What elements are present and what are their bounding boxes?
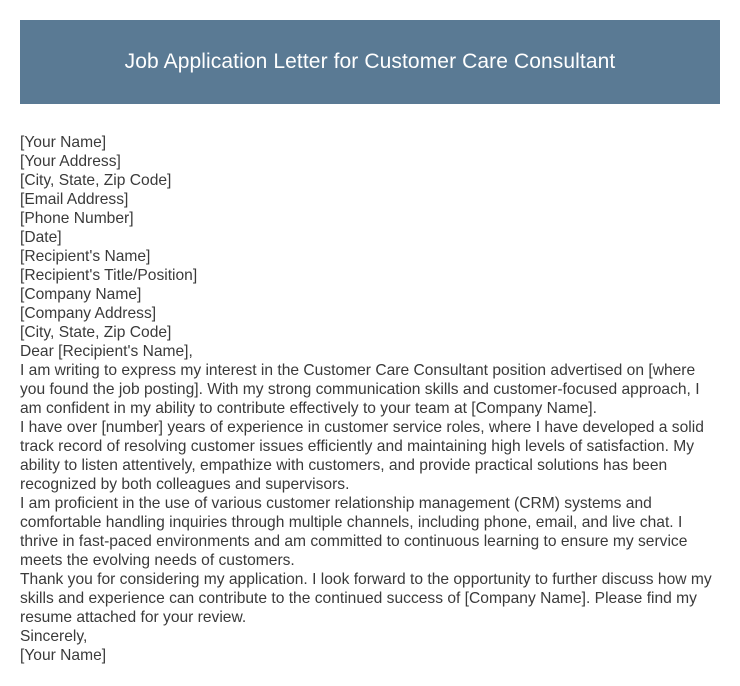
body-paragraph-1: I am writing to express my interest in the Customer Care Consultant position advertised on [where you found the job posting]. With my strong communication skills and customer-focused approach, I am confident in my ability to contribute effectively to your team at [Company Name]. bbox=[20, 362, 700, 417]
letter-date: [Date] bbox=[20, 229, 62, 246]
salutation: Dear [Recipient's Name], bbox=[20, 343, 193, 360]
signature: [Your Name] bbox=[20, 647, 107, 664]
recipient-company: [Company Name] bbox=[20, 286, 142, 303]
letter-body bbox=[20, 133, 724, 665]
sender-phone: [Phone Number] bbox=[20, 210, 134, 227]
body-paragraph-3: I am proficient in the use of various customer relationship management (CRM) systems and comfortable handling inquiries through multiple channels, including phone, email, and live chat. I thrive in fast-paced environments and am committed to continuous learning to ensure my service meets the evolving needs of customers. bbox=[20, 495, 688, 569]
sender-email: [Email Address] bbox=[20, 191, 129, 208]
sender-name: [Your Name] bbox=[20, 134, 107, 151]
closing: Sincerely, bbox=[20, 628, 88, 645]
recipient-name: [Recipient's Name] bbox=[20, 248, 151, 265]
sender-address: [Your Address] bbox=[20, 153, 121, 170]
recipient-title: [Recipient's Title/Position] bbox=[20, 267, 198, 284]
document-title: Job Application Letter for Customer Care Consultant bbox=[124, 50, 616, 73]
body-paragraph-2: I have over [number] years of experience in customer service roles, where I have developed a solid track record of resolving customer issues efficiently and maintaining high levels of satisfaction. My ability to listen attentively, empathize with customers, and provide practical solutions has been recognized by both colleagues and supervisors. bbox=[20, 419, 704, 493]
body-paragraph-4: Thank you for considering my application. I look forward to the opportunity to further discuss how my skills and experience can contribute to the continued success of [Company Name]. Please find my resume attached for your review. bbox=[20, 571, 712, 626]
recipient-city-state-zip: [City, State, Zip Code] bbox=[20, 324, 172, 341]
title-banner bbox=[20, 20, 720, 104]
recipient-address: [Company Address] bbox=[20, 305, 157, 322]
sender-city-state-zip: [City, State, Zip Code] bbox=[20, 172, 172, 189]
